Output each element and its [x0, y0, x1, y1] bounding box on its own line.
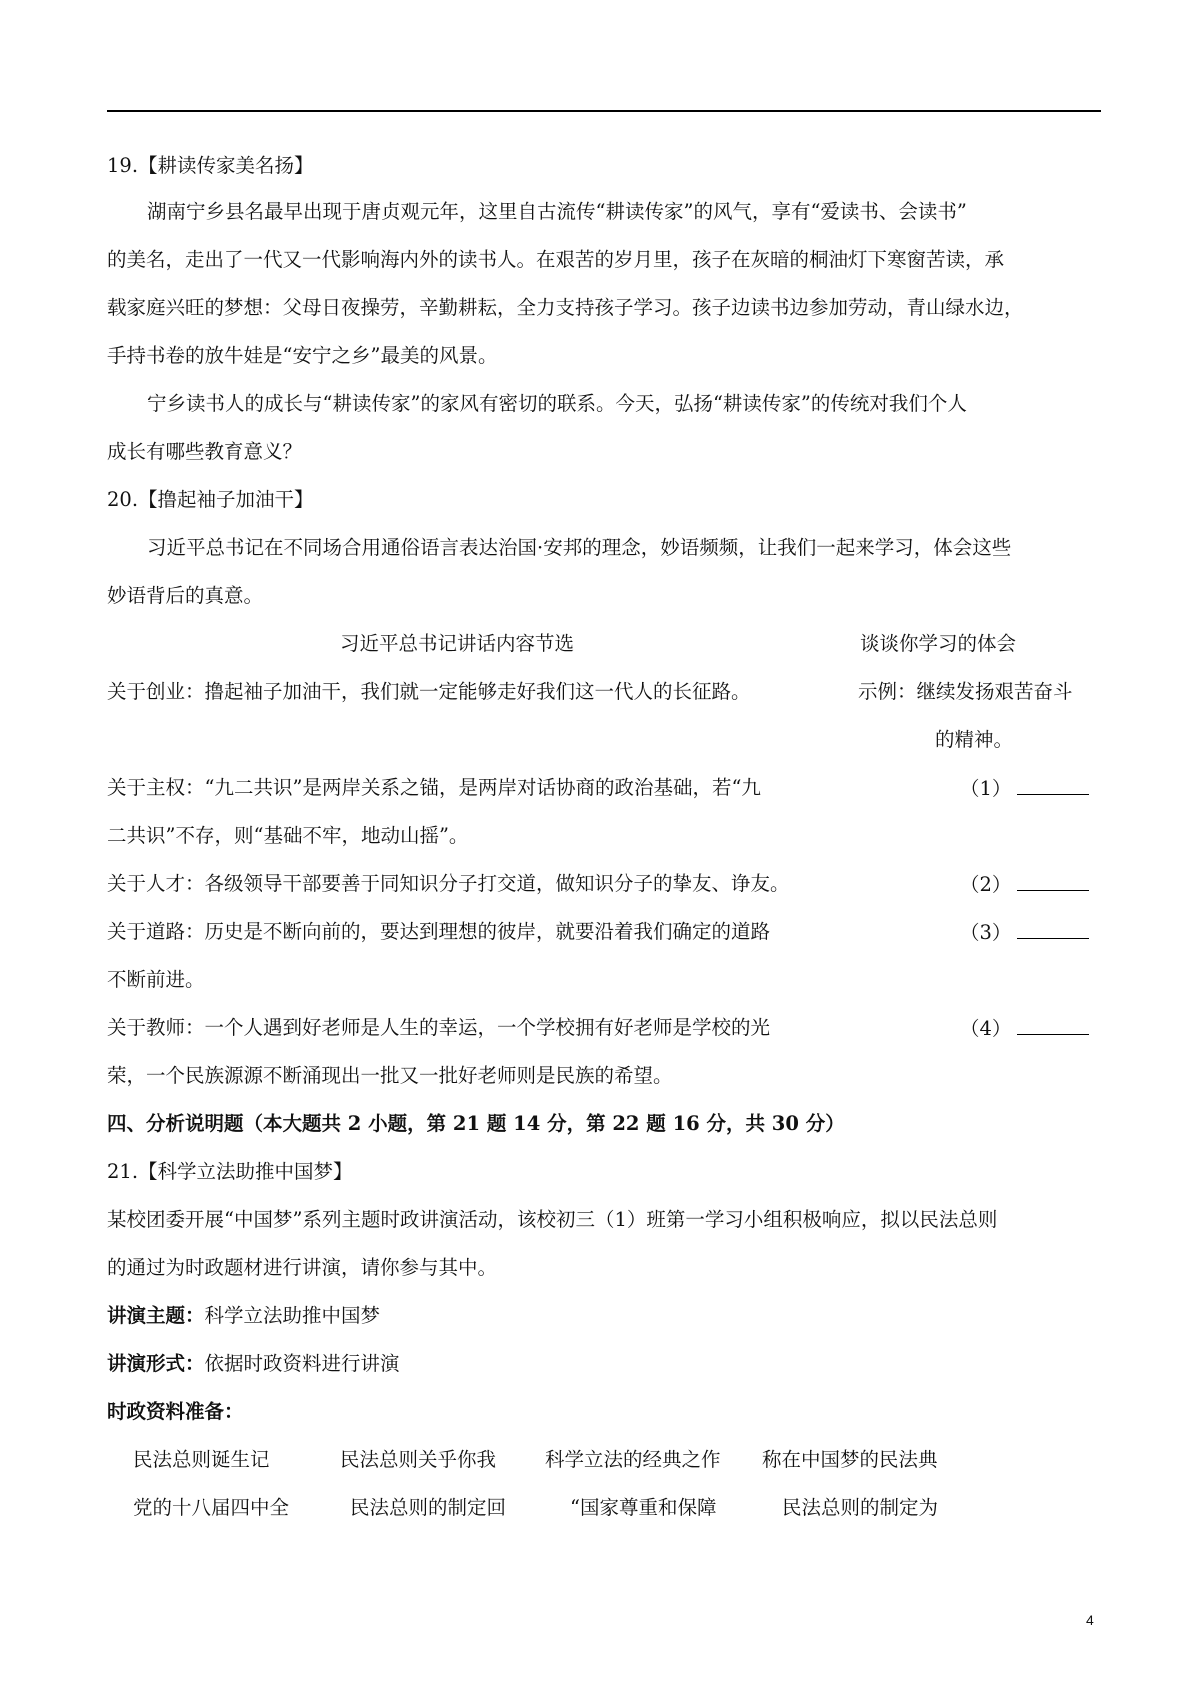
card-label: 称在中国梦的民法典 — [762, 1448, 938, 1471]
table-header-right: 谈谈你学习的体会 — [860, 632, 1017, 655]
q21-para-line2: 的通过为时政题材进行讲演，请你参与其中。 — [107, 1256, 498, 1279]
q19-para1-line1: 湖南宁乡县名最早出现于唐贞观元年，这里自古流传“耕读传家”的风气，享有“爱读书、会读书” — [147, 200, 967, 223]
row-sovereignty-line2: 二共识”不存，则“基础不牢，地动山摇”。 — [107, 824, 469, 847]
answer-label-3: （3） — [960, 921, 1012, 944]
card-label: 民法总则关乎你我 — [340, 1448, 497, 1471]
row-teacher-line1: 关于教师：一个人遇到好老师是人生的幸运，一个学校拥有好老师是学校的光 — [107, 1016, 771, 1039]
blank-line-3 — [1017, 918, 1089, 939]
answer-blank-1[interactable] — [960, 774, 1089, 803]
blank-line-1 — [1017, 774, 1089, 795]
section-four-heading: 四、分析说明题（本大题共 2 小题，第 21 题 14 分，第 22 题 16 分，共 30 分） — [107, 1112, 845, 1135]
answer-blank-3[interactable] — [960, 918, 1089, 947]
card-label: “国家尊重和保障 — [570, 1496, 717, 1519]
row-entrepreneurship-example-line2: 的精神。 — [935, 728, 1014, 751]
answer-blank-4[interactable] — [960, 1014, 1089, 1043]
q19-para1-line3: 载家庭兴旺的梦想：父母日夜操劳，辛勤耕耘，全力支持孩子学习。孩子边读书边参加劳动，青山绿水边， — [107, 296, 1024, 319]
row-talent-text: 关于人才：各级领导干部要善于同知识分子打交道，做知识分子的挚友、诤友。 — [107, 872, 790, 895]
speech-form-label: 讲演形式： — [107, 1352, 205, 1375]
answer-label-1: （1） — [960, 777, 1012, 800]
q20-intro-line2: 妙语背后的真意。 — [107, 584, 264, 607]
answer-label-2: （2） — [960, 873, 1012, 896]
speech-form-value: 依据时政资料进行讲演 — [204, 1352, 400, 1375]
speech-form — [107, 1350, 400, 1378]
card-label: 民法总则诞生记 — [133, 1448, 270, 1471]
q19-title: 19.【耕读传家美名扬】 — [107, 154, 314, 177]
answer-label-4: （4） — [960, 1017, 1012, 1040]
speech-theme-value: 科学立法助推中国梦 — [204, 1304, 381, 1327]
speech-theme-label: 讲演主题： — [107, 1304, 205, 1327]
row-road-line1: 关于道路：历史是不断向前的，要达到理想的彼岸，就要沿着我们确定的道路 — [107, 920, 771, 943]
header-rule — [107, 110, 1101, 112]
speech-theme — [107, 1302, 380, 1330]
row-sovereignty-line1: 关于主权：“九二共识”是两岸关系之锚，是两岸对话协商的政治基础，若“九 — [107, 776, 761, 799]
blank-line-2 — [1017, 870, 1089, 891]
card-label: 党的十八届四中全 — [133, 1496, 290, 1519]
material-prep-label: 时政资料准备： — [107, 1400, 244, 1423]
row-teacher-line2: 荣，一个民族源源不断涌现出一批又一批好老师则是民族的希望。 — [107, 1064, 673, 1087]
page-number: 4 — [1086, 1612, 1094, 1628]
row-road-line2: 不断前进。 — [107, 968, 205, 991]
q20-title: 20.【撸起袖子加油干】 — [107, 488, 314, 511]
q19-para1-line4: 手持书卷的放牛娃是“安宁之乡”最美的风景。 — [107, 344, 498, 367]
answer-blank-2[interactable] — [960, 870, 1089, 899]
card-label: 民法总则的制定回 — [350, 1496, 507, 1519]
q21-title: 21.【科学立法助推中国梦】 — [107, 1160, 353, 1183]
row-entrepreneurship-example-line1: 示例：继续发扬艰苦奋斗 — [858, 680, 1073, 703]
q19-question-line1: 宁乡读书人的成长与“耕读传家”的家风有密切的联系。今天，弘扬“耕读传家”的传统对我们个人 — [147, 392, 967, 415]
row-entrepreneurship-text: 关于创业：撸起袖子加油干，我们就一定能够走好我们这一代人的长征路。 — [107, 680, 751, 703]
q21-para-line1: 某校团委开展“中国梦”系列主题时政讲演活动，该校初三（1）班第一学习小组积极响应，拟以民法总则 — [107, 1208, 998, 1231]
q19-para1-line2: 的美名，走出了一代又一代影响海内外的读书人。在艰苦的岁月里，孩子在灰暗的桐油灯下寒窗苦读，承 — [107, 248, 1005, 271]
card-label: 民法总则的制定为 — [782, 1496, 939, 1519]
q20-intro-line1: 习近平总书记在不同场合用通俗语言表达治国·安邦的理念，妙语频频，让我们一起来学习，体会这些 — [147, 536, 1012, 559]
table-header-left: 习近平总书记讲话内容节选 — [340, 632, 575, 655]
card-label: 科学立法的经典之作 — [545, 1448, 721, 1471]
blank-line-4 — [1017, 1014, 1089, 1035]
q19-question-line2: 成长有哪些教育意义？ — [107, 440, 303, 463]
